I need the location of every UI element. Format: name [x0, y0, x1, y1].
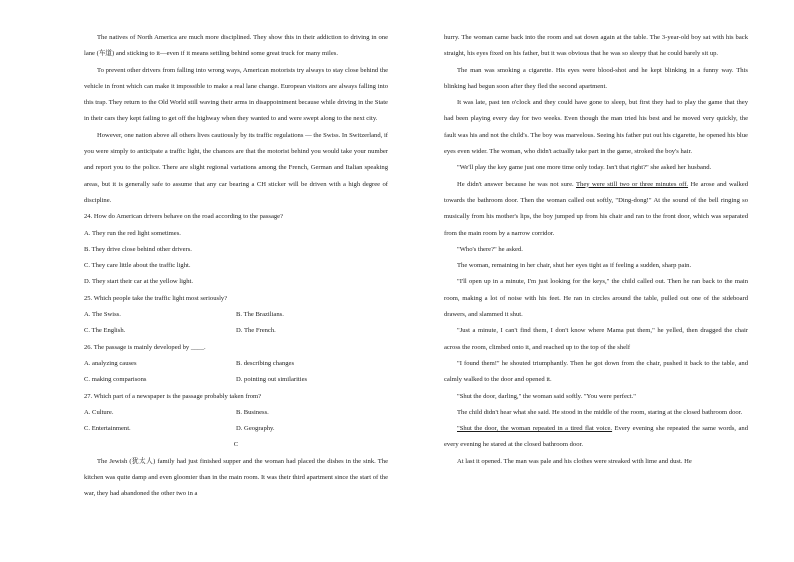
passage-paragraph	[444, 177, 748, 242]
underlined-sentence: They were still two or three minutes off.	[576, 180, 689, 188]
text-run: He didn't answer because he was not sure.	[457, 180, 574, 188]
passage-paragraph	[444, 421, 748, 454]
option-27-a: A. Culture.	[84, 408, 114, 416]
text-run: He arose and walked towards the bathroom door. Then the woman called out softly, "Ding-dong!" At the sound of the bell ringing so musically from his mother's lips, the boy jumped up from his chair and ran to the front door, which was separated from the main room by a narrow corridor.	[444, 180, 748, 237]
options-row	[84, 405, 388, 421]
passage-paragraph: The natives of North America are much more disciplined. They show this in their addiction to driving in one lane (车道) and sticking to it—even if it means settling behind some great truck for many miles.	[84, 34, 388, 58]
option-25-d: D. The French.	[236, 327, 276, 335]
passage-paragraph: "Just a minute, I can't find them, I don't know where Mama put them," he yelled, then dragged the chair across the room, climbed onto it, and reached up to the top of the shelf	[444, 327, 748, 351]
passage-paragraph: At last it opened. The man was pale and his clothes were streaked with lime and dust. He	[457, 457, 692, 465]
passage-paragraph: hurry. The woman came back into the room and sat down again at the table. The 3-year-old boy sat with his back straight, his eyes fixed on his father, but it was obvious that he was so sleepy that he could barely sit up.	[444, 34, 748, 58]
options-row	[84, 323, 388, 339]
passage-paragraph: However, one nation above all others lives cautiously by its traffic regulations — the Swiss. In Switzerland, if you were simply to anticipate a traffic light, the chances are that the motorist behind you would take your number and report you to the police. There are slight regional variations among the French, German and Italian speaking areas, but it is generally safe to assume that any car bearing a CH sticker will be driven with a high degree of discipline.	[84, 131, 388, 204]
options-row	[84, 372, 388, 388]
option-25-b: B. The Brazilians.	[236, 311, 284, 319]
passage-paragraph: The man was smoking a cigarette. His eyes were blood-shot and he kept blinking in a funny way. This blinking had begun soon after they fled the second apartment.	[444, 66, 748, 90]
question-24: 24. How do American drivers behave on the road according to the passage?	[84, 213, 284, 221]
section-heading: C	[233, 441, 239, 449]
option-27-b: B. Business.	[236, 408, 269, 416]
option-24-c: C. They care little about the traffic light.	[84, 262, 191, 270]
passage-paragraph: "Who's there?" he asked.	[457, 245, 523, 253]
passage-paragraph: "We'll play the key game just one more time only today. Isn't that right?" she asked her husband.	[457, 164, 712, 172]
question-27: 27. Which part of a newspaper is the passage probably taken from?	[84, 392, 262, 400]
underlined-sentence: "Shut the door, the woman repeated in a tired flat voice.	[457, 425, 613, 433]
question-26: 26. The passage is mainly developed by ____.	[84, 343, 206, 351]
passage-paragraph: The woman, remaining in her chair, shut her eyes tight as if feeling a sudden, sharp pain.	[457, 262, 692, 270]
option-26-d: D. pointing out similarities	[236, 376, 308, 384]
option-25-a: A. The Swiss.	[84, 311, 121, 319]
passage-paragraph: "I'll open up in a minute, I'm just looking for the keys," the child called out. Then he ran back to the main room, making a lot of noise with his feet. He ran in circles around the table, pulled out one of the sideboard drawers, and slammed it shut.	[444, 278, 748, 319]
option-24-a: A. They run the red light sometimes.	[84, 229, 181, 237]
option-26-a: A. analyzing causes	[84, 359, 137, 367]
option-24-d: D. They start their car at the yellow light.	[84, 278, 194, 286]
option-26-c: C. making comparisons	[84, 376, 147, 384]
passage-paragraph: "Shut the door, darling," the woman said softly. "You were perfect."	[457, 392, 636, 400]
option-27-c: C. Entertainment.	[84, 425, 131, 433]
options-row	[84, 421, 388, 437]
passage-paragraph: The child didn't hear what she said. He stood in the middle of the room, staring at the closed bathroom door.	[457, 408, 743, 416]
options-row	[84, 356, 388, 372]
left-column	[84, 30, 388, 503]
passage-paragraph: It was late, past ten o'clock and they could have gone to sleep, but first they had to play the game that they had been playing every day for two weeks. Even though the man tried his best and he moved very quickly, the fault was his and not the child's. The boy was marvelous. Seeing his father put out his cigarette, he opened his blue eyes even wider. The woman, who didn't actually take part in the game, stroked the boy's hair.	[444, 99, 748, 156]
option-25-c: C. The English.	[84, 327, 126, 335]
option-27-d: D. Geography.	[236, 425, 275, 433]
question-25: 25. Which people take the traffic light most seriously?	[84, 294, 228, 302]
passage-paragraph: To prevent other drivers from falling into wrong ways, American motorists try always to stay close behind the vehicle in front which can make it impossible to make a real lane change. European visitors are always falling into this trap. They return to the Old World still waving their arms in disappointment because while driving in the State in their cars they kept failing to get off the highway when they wanted to and were swept along to the next city.	[84, 66, 388, 123]
passage-paragraph: "I found them!" he shouted triumphantly. Then he got down from the chair, pushed it back to the table, and calmly walked to the door and opened it.	[444, 359, 748, 384]
text-run: Every evening she repeated the same words, and every evening he stared at the closed bathroom door.	[444, 425, 748, 449]
options-row	[84, 307, 388, 323]
passage-paragraph: The Jewish (犹太人) family had just finished supper and the woman had placed the dishes in the sink. The kitchen was quite damp and even gloomier than in the main room. It was their third apartment since the start of the war, they had abandoned the other two in a	[84, 457, 388, 498]
option-24-b: B. They drive close behind other drivers.	[84, 245, 192, 253]
right-column	[444, 30, 748, 470]
option-26-b: B. describing changes	[236, 359, 295, 367]
